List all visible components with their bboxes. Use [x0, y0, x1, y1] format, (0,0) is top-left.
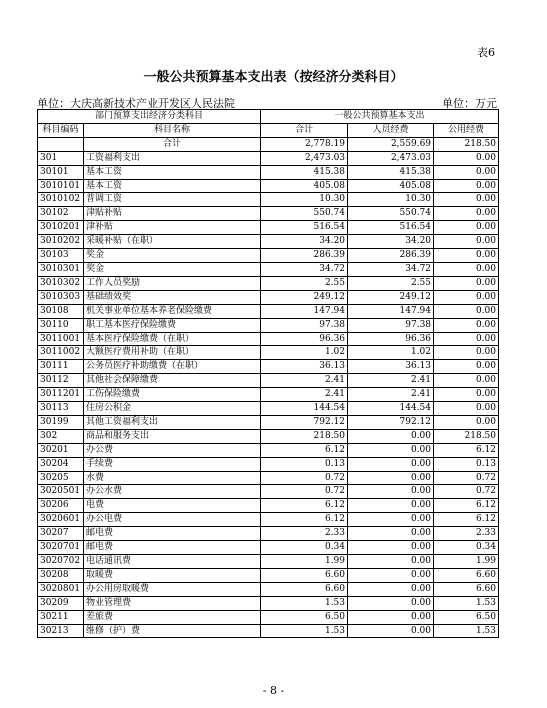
- cell-code: 30103: [38, 249, 84, 263]
- table-row: [38, 179, 499, 193]
- cell-name: 合计: [84, 137, 261, 151]
- cell-personnel: 0.00: [348, 457, 434, 471]
- cell-personnel: 2.41: [348, 374, 434, 388]
- cell-personnel: 0.00: [348, 513, 434, 527]
- cell-name: 基本医疗保险缴费（在职）: [84, 332, 261, 346]
- cell-name: 公务员医疗补助缴费（在职）: [84, 360, 261, 374]
- cell-code: 3010201: [38, 221, 84, 235]
- cell-name: 津贴补贴: [84, 207, 261, 221]
- table-row: [38, 555, 499, 569]
- cell-code: 30110: [38, 318, 84, 332]
- table-row: [38, 471, 499, 485]
- cell-personnel: 0.00: [348, 610, 434, 624]
- cell-total: 96.36: [261, 332, 348, 346]
- cell-code: 3010202: [38, 235, 84, 249]
- table-row: [38, 332, 499, 346]
- cell-personnel: 36.13: [348, 360, 434, 374]
- cell-code: 3020701: [38, 541, 84, 555]
- cell-code: 301: [38, 151, 84, 165]
- cell-public: 0.00: [434, 346, 499, 360]
- cell-name: 奖金: [84, 249, 261, 263]
- cell-public: 6.12: [434, 443, 499, 457]
- cell-code: 3010302: [38, 276, 84, 290]
- cell-public: 0.00: [434, 374, 499, 388]
- cell-code: 3010101: [38, 179, 84, 193]
- cell-code: 30206: [38, 499, 84, 513]
- table-row: [38, 165, 499, 179]
- cell-total: 10.30: [261, 193, 348, 207]
- cell-total: 1.53: [261, 624, 348, 638]
- cell-name: 工作人员奖励: [84, 276, 261, 290]
- cell-code: 30112: [38, 374, 84, 388]
- cell-public: 0.00: [434, 179, 499, 193]
- cell-total: 2,473.03: [261, 151, 348, 165]
- cell-total: 218.50: [261, 429, 348, 443]
- table-number-label: 表6: [477, 46, 495, 59]
- cell-total: 0.72: [261, 471, 348, 485]
- cell-name: 采暖补贴（在职）: [84, 235, 261, 249]
- table-row: [38, 193, 499, 207]
- cell-name: 维修（护）费: [84, 624, 261, 638]
- cell-personnel: 0.00: [348, 555, 434, 569]
- table-row: [38, 457, 499, 471]
- cell-personnel: 0.00: [348, 429, 434, 443]
- cell-personnel: 0.00: [348, 596, 434, 610]
- cell-code: 30208: [38, 568, 84, 582]
- cell-name: 物业管理费: [84, 596, 261, 610]
- cell-name: 电费: [84, 499, 261, 513]
- cell-public: 0.13: [434, 457, 499, 471]
- cell-public: 0.00: [434, 304, 499, 318]
- table-row: [38, 374, 499, 388]
- table-row: [38, 513, 499, 527]
- cell-public: 6.60: [434, 568, 499, 582]
- table-body: [38, 137, 499, 638]
- cell-public: 0.00: [434, 193, 499, 207]
- cell-public: 0.00: [434, 221, 499, 235]
- cell-personnel: 0.00: [348, 443, 434, 457]
- cell-personnel: 96.36: [348, 332, 434, 346]
- table-row: [38, 235, 499, 249]
- cell-personnel: 2.41: [348, 388, 434, 402]
- cell-total: 34.72: [261, 262, 348, 276]
- cell-personnel: 34.72: [348, 262, 434, 276]
- currency-unit-label: 单位：万元: [442, 97, 497, 110]
- cell-total: 2.55: [261, 276, 348, 290]
- cell-public: 0.00: [434, 360, 499, 374]
- cell-personnel: 516.54: [348, 221, 434, 235]
- cell-personnel: 2.55: [348, 276, 434, 290]
- table-row: [38, 276, 499, 290]
- cell-public: 0.00: [434, 332, 499, 346]
- cell-code: 3020801: [38, 582, 84, 596]
- cell-total: 0.34: [261, 541, 348, 555]
- cell-name: 电话通讯费: [84, 555, 261, 569]
- cell-code: 30207: [38, 527, 84, 541]
- cell-total: 6.50: [261, 610, 348, 624]
- cell-personnel: 10.30: [348, 193, 434, 207]
- cell-name: 办公水费: [84, 485, 261, 499]
- table-row: [38, 221, 499, 235]
- header-basic-expenditure-group: 一般公共预算基本支出: [261, 110, 499, 124]
- cell-total: 144.54: [261, 402, 348, 416]
- cell-personnel: 2,473.03: [348, 151, 434, 165]
- page-number: - 8 -: [262, 684, 285, 697]
- cell-public: 0.00: [434, 290, 499, 304]
- cell-total: 2.33: [261, 527, 348, 541]
- cell-code: 30113: [38, 402, 84, 416]
- header-public: 公用经费: [434, 123, 499, 137]
- cell-public: 0.00: [434, 207, 499, 221]
- cell-total: 516.54: [261, 221, 348, 235]
- table-row: [38, 429, 499, 443]
- cell-total: 6.60: [261, 568, 348, 582]
- cell-name: 商品和服务支出: [84, 429, 261, 443]
- document-title: 一般公共预算基本支出表（按经济分类科目）: [143, 70, 404, 85]
- cell-code: 30209: [38, 596, 84, 610]
- cell-total: 1.53: [261, 596, 348, 610]
- cell-personnel: 2,559.69: [348, 137, 434, 151]
- header-columns-row: [38, 123, 499, 137]
- cell-code: 3020601: [38, 513, 84, 527]
- table-row: [38, 262, 499, 276]
- cell-code: 3011002: [38, 346, 84, 360]
- cell-personnel: 550.74: [348, 207, 434, 221]
- header-classification-group: 部门预算支出经济分类科目: [38, 110, 261, 124]
- cell-code: 30201: [38, 443, 84, 457]
- department-unit-label: 单位：大庆高新技术产业开发区人民法院: [37, 97, 235, 110]
- cell-personnel: 415.38: [348, 165, 434, 179]
- cell-name: 基本工资: [84, 179, 261, 193]
- cell-public: 0.00: [434, 276, 499, 290]
- table-row: [38, 137, 499, 151]
- cell-name: 基础绩效奖: [84, 290, 261, 304]
- cell-public: 1.53: [434, 624, 499, 638]
- cell-name: 职工基本医疗保险缴费: [84, 318, 261, 332]
- cell-name: 普调工资: [84, 193, 261, 207]
- cell-public: 218.50: [434, 429, 499, 443]
- cell-total: 36.13: [261, 360, 348, 374]
- cell-public: 1.53: [434, 596, 499, 610]
- cell-public: 0.00: [434, 151, 499, 165]
- cell-personnel: 0.00: [348, 624, 434, 638]
- table-row: [38, 443, 499, 457]
- header-code: 科目编码: [38, 123, 84, 137]
- cell-total: 405.08: [261, 179, 348, 193]
- cell-code: 3020702: [38, 555, 84, 569]
- table-row: [38, 485, 499, 499]
- table-row: [38, 582, 499, 596]
- cell-personnel: 405.08: [348, 179, 434, 193]
- table-row: [38, 499, 499, 513]
- cell-public: 0.00: [434, 318, 499, 332]
- cell-name: 奖金: [84, 262, 261, 276]
- cell-public: 0.00: [434, 249, 499, 263]
- cell-total: 0.13: [261, 457, 348, 471]
- cell-name: 办公用房取暖费: [84, 582, 261, 596]
- cell-code: 3010301: [38, 262, 84, 276]
- cell-public: 0.72: [434, 485, 499, 499]
- cell-total: 249.12: [261, 290, 348, 304]
- cell-name: 其他社会保障缴费: [84, 374, 261, 388]
- cell-total: 286.39: [261, 249, 348, 263]
- cell-name: 机关事业单位基本养老保险缴费: [84, 304, 261, 318]
- header-total: 合计: [261, 123, 348, 137]
- cell-total: 2,778.19: [261, 137, 348, 151]
- cell-total: 6.12: [261, 499, 348, 513]
- table-row: [38, 207, 499, 221]
- cell-public: 0.00: [434, 165, 499, 179]
- cell-code: 30108: [38, 304, 84, 318]
- cell-public: 218.50: [434, 137, 499, 151]
- header-name: 科目名称: [84, 123, 261, 137]
- cell-code: 30111: [38, 360, 84, 374]
- cell-public: 0.00: [434, 388, 499, 402]
- table-row: [38, 290, 499, 304]
- cell-code: 3010303: [38, 290, 84, 304]
- cell-public: 0.00: [434, 235, 499, 249]
- cell-name: 其他工资福利支出: [84, 415, 261, 429]
- cell-personnel: 0.00: [348, 471, 434, 485]
- cell-personnel: 1.02: [348, 346, 434, 360]
- cell-code: 3011201: [38, 388, 84, 402]
- budget-expenditure-table: [37, 109, 499, 638]
- cell-total: 792.12: [261, 415, 348, 429]
- cell-public: 6.60: [434, 582, 499, 596]
- cell-personnel: 0.00: [348, 568, 434, 582]
- cell-name: 差旅费: [84, 610, 261, 624]
- cell-code: 30101: [38, 165, 84, 179]
- cell-personnel: 0.00: [348, 527, 434, 541]
- cell-code: 30205: [38, 471, 84, 485]
- cell-total: 0.72: [261, 485, 348, 499]
- cell-name: 工资福利支出: [84, 151, 261, 165]
- table-row: [38, 402, 499, 416]
- cell-total: 2.41: [261, 388, 348, 402]
- table-row: [38, 415, 499, 429]
- table-row: [38, 568, 499, 582]
- cell-name: 办公费: [84, 443, 261, 457]
- cell-public: 6.12: [434, 513, 499, 527]
- cell-total: 415.38: [261, 165, 348, 179]
- table-row: [38, 346, 499, 360]
- table-row: [38, 318, 499, 332]
- cell-total: 1.02: [261, 346, 348, 360]
- cell-public: 1.99: [434, 555, 499, 569]
- cell-public: 2.33: [434, 527, 499, 541]
- cell-personnel: 97.38: [348, 318, 434, 332]
- table-row: [38, 596, 499, 610]
- cell-name: 邮电费: [84, 527, 261, 541]
- table-row: [38, 360, 499, 374]
- cell-public: 0.00: [434, 415, 499, 429]
- cell-public: 0.72: [434, 471, 499, 485]
- cell-total: 550.74: [261, 207, 348, 221]
- cell-public: 0.34: [434, 541, 499, 555]
- cell-name: 水费: [84, 471, 261, 485]
- cell-name: 津补贴: [84, 221, 261, 235]
- cell-personnel: 0.00: [348, 541, 434, 555]
- cell-public: 0.00: [434, 262, 499, 276]
- cell-personnel: 249.12: [348, 290, 434, 304]
- table-row: [38, 541, 499, 555]
- cell-personnel: 34.20: [348, 235, 434, 249]
- cell-personnel: 0.00: [348, 582, 434, 596]
- cell-personnel: 286.39: [348, 249, 434, 263]
- cell-code: 30102: [38, 207, 84, 221]
- cell-code: 3011001: [38, 332, 84, 346]
- cell-name: 邮电费: [84, 541, 261, 555]
- header-group-row: [38, 110, 499, 124]
- cell-total: 97.38: [261, 318, 348, 332]
- cell-code: 30199: [38, 415, 84, 429]
- cell-total: 2.41: [261, 374, 348, 388]
- cell-personnel: 147.94: [348, 304, 434, 318]
- cell-name: 工伤保险缴费: [84, 388, 261, 402]
- cell-public: 0.00: [434, 402, 499, 416]
- cell-total: 6.12: [261, 443, 348, 457]
- cell-code: 30211: [38, 610, 84, 624]
- cell-personnel: 0.00: [348, 485, 434, 499]
- cell-public: 6.50: [434, 610, 499, 624]
- table-row: [38, 610, 499, 624]
- table-row: [38, 388, 499, 402]
- cell-name: 基本工资: [84, 165, 261, 179]
- table-row: [38, 527, 499, 541]
- header-personnel: 人员经费: [348, 123, 434, 137]
- table-row: [38, 624, 499, 638]
- table-row: [38, 249, 499, 263]
- cell-name: 办公电费: [84, 513, 261, 527]
- table-row: [38, 151, 499, 165]
- cell-code: 3010102: [38, 193, 84, 207]
- cell-name: 住房公积金: [84, 402, 261, 416]
- cell-code: 30213: [38, 624, 84, 638]
- cell-total: 34.20: [261, 235, 348, 249]
- cell-name: 手续费: [84, 457, 261, 471]
- cell-code: 30204: [38, 457, 84, 471]
- cell-name: 大额医疗费用补助（在职）: [84, 346, 261, 360]
- cell-personnel: 792.12: [348, 415, 434, 429]
- cell-code: 302: [38, 429, 84, 443]
- cell-personnel: 0.00: [348, 499, 434, 513]
- cell-public: 6.12: [434, 499, 499, 513]
- cell-total: 6.12: [261, 513, 348, 527]
- cell-code: [38, 137, 84, 151]
- cell-total: 6.60: [261, 582, 348, 596]
- cell-personnel: 144.54: [348, 402, 434, 416]
- cell-code: 3020501: [38, 485, 84, 499]
- table-row: [38, 304, 499, 318]
- cell-name: 取暖费: [84, 568, 261, 582]
- cell-total: 147.94: [261, 304, 348, 318]
- cell-total: 1.99: [261, 555, 348, 569]
